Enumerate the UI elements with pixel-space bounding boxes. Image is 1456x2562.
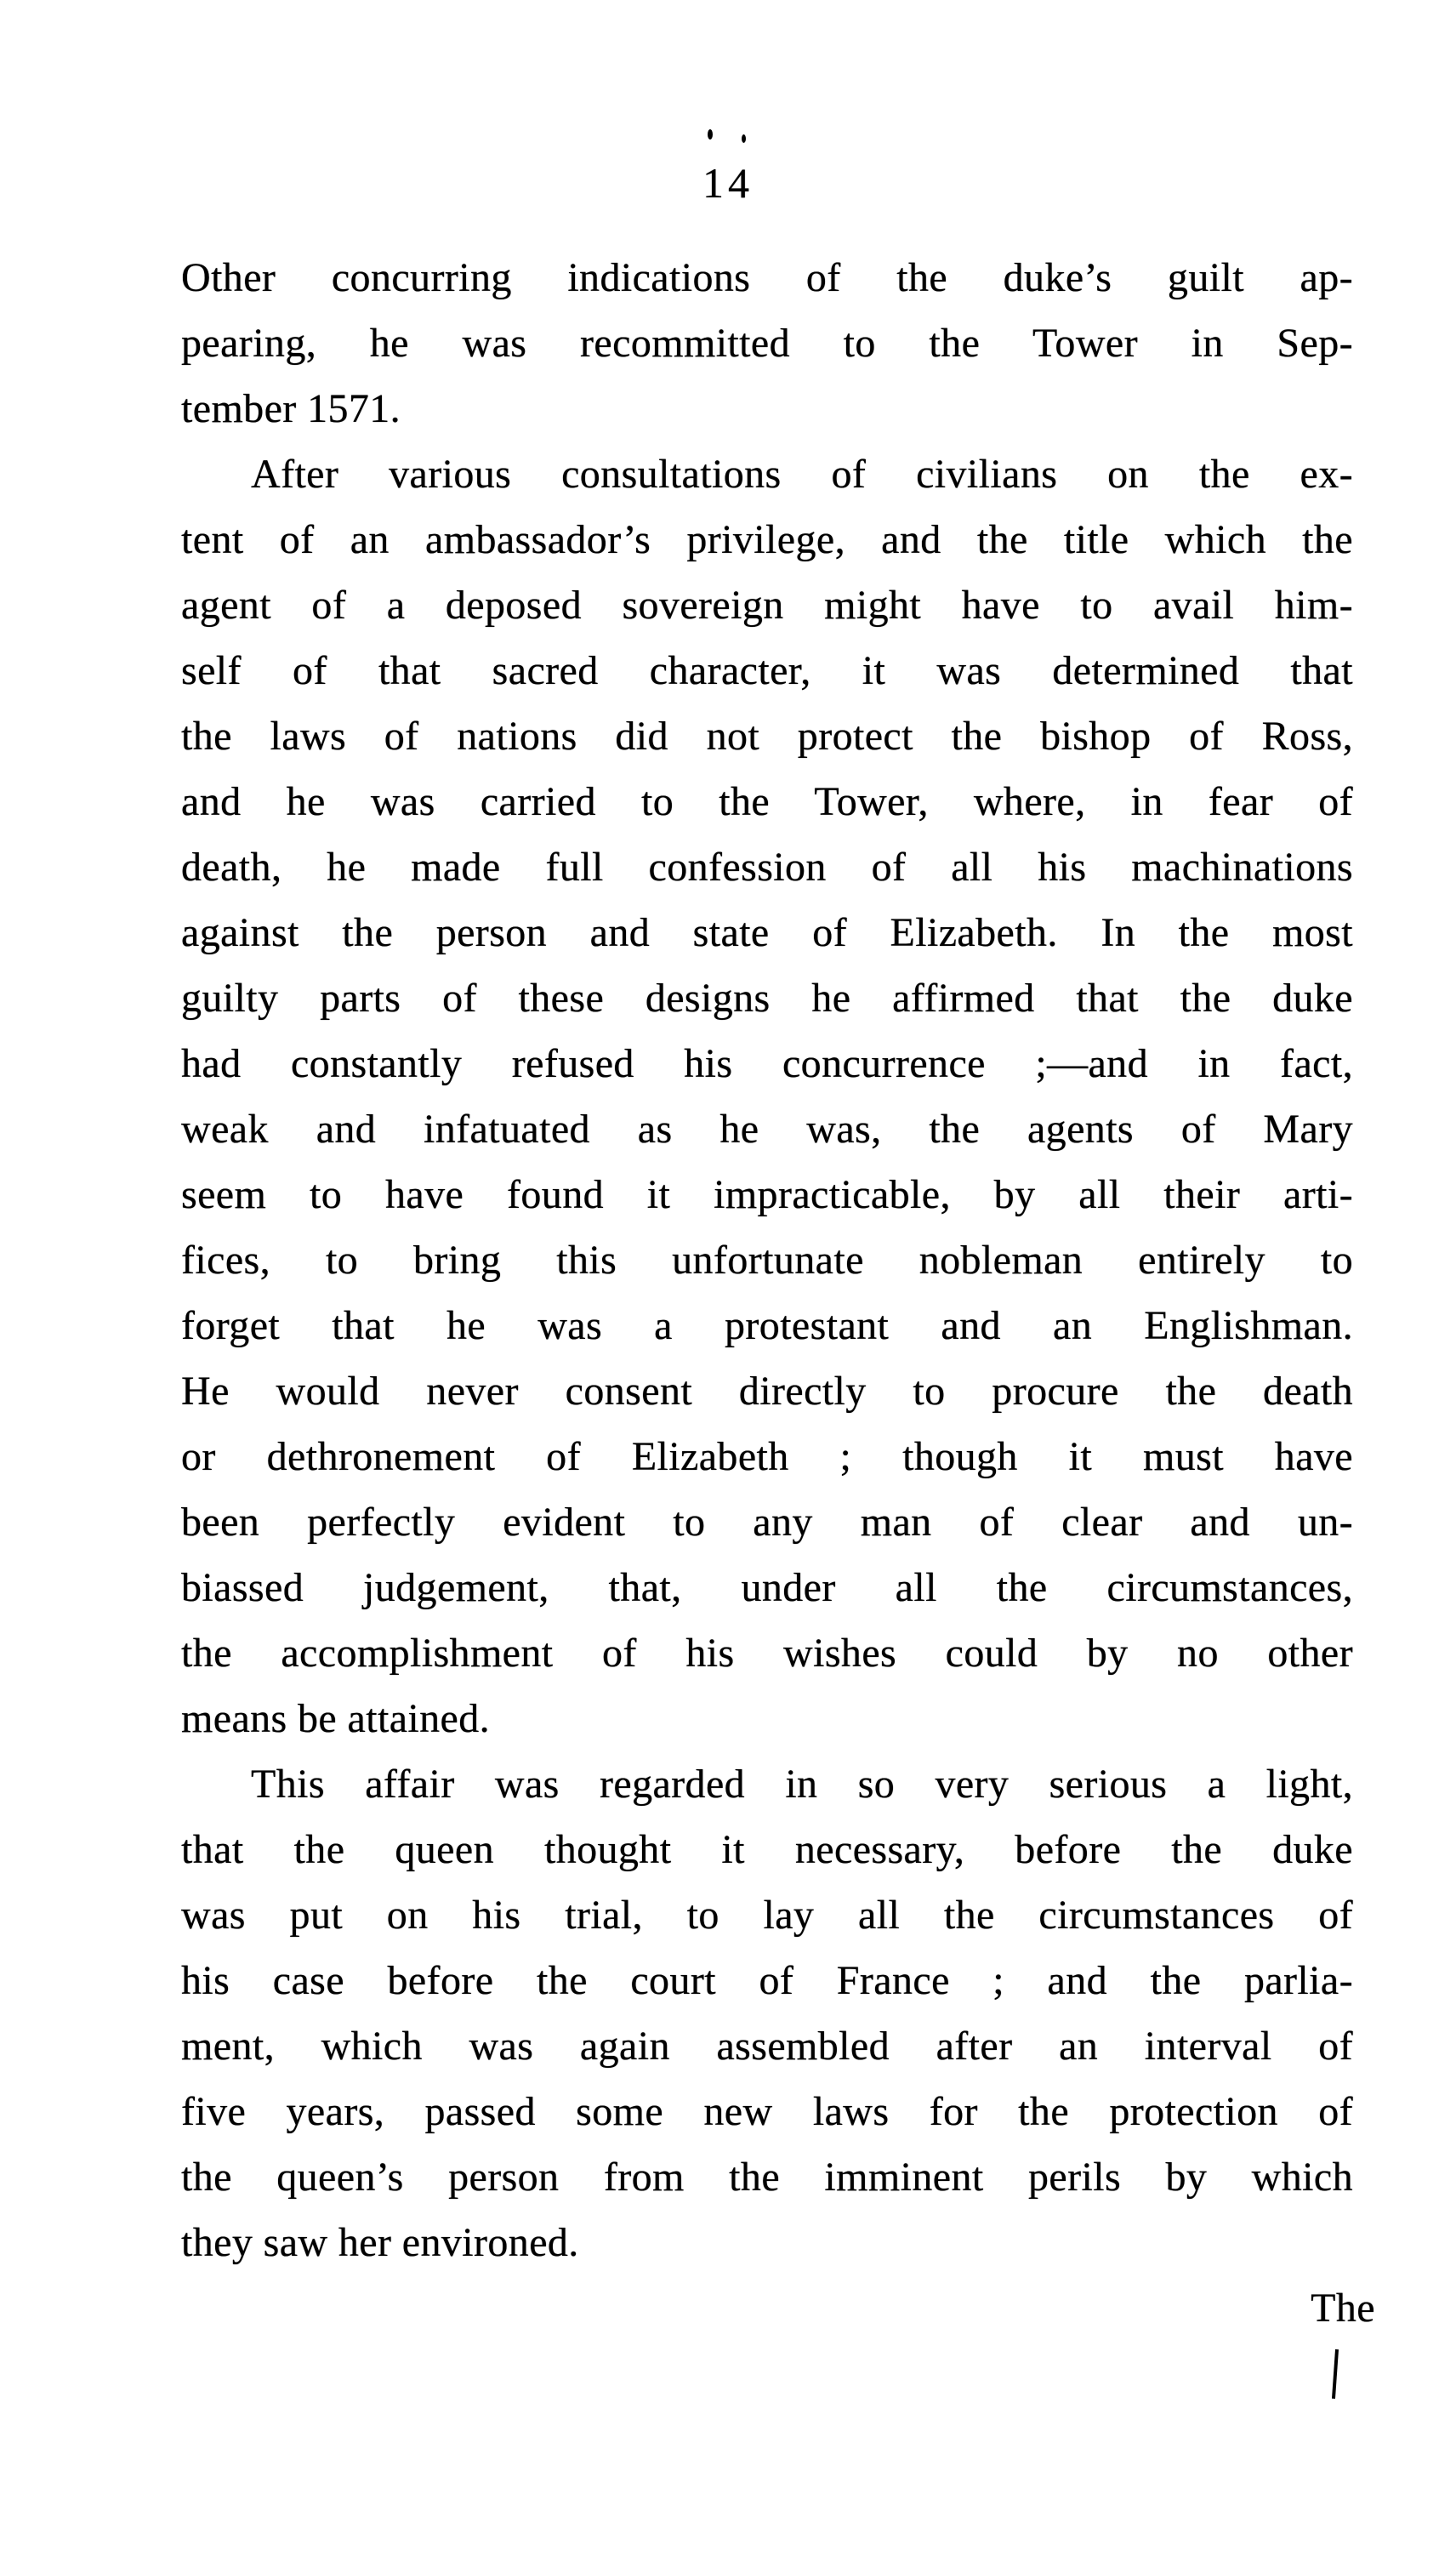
text-line: his case before the court of France ; and the parlia- — [181, 1958, 1353, 2003]
ink-speck — [742, 134, 746, 143]
text-line: death, he made full confession of all his machinations — [181, 845, 1353, 890]
text-line: the queen’s person from the imminent perils by which — [181, 2155, 1353, 2200]
text-line: biassed judgement, that, under all the circumstances, — [181, 1565, 1353, 1610]
text-line: five years, passed some new laws for the protection of — [181, 2089, 1353, 2134]
text-line: had constantly refused his concurrence ;—and in fact, — [181, 1041, 1353, 1086]
text-line: ment, which was again assembled after an interval of — [181, 2024, 1353, 2069]
text-line: seem to have found it impracticable, by all their arti- — [181, 1172, 1353, 1217]
ink-speck — [708, 129, 713, 139]
page-number: 14 — [702, 159, 754, 207]
text-line: This affair was regarded in so very serious a light, — [251, 1762, 1353, 1807]
text-line: the accomplishment of his wishes could by no other — [181, 1631, 1353, 1676]
text-line: guilty parts of these designs he affirmed that the duke — [181, 976, 1353, 1021]
text-line: tent of an ambassador’s privilege, and the title which the — [181, 517, 1353, 562]
text-line: self of that sacred character, it was determined that — [181, 648, 1353, 693]
text-line: they saw her environed. — [181, 2220, 579, 2265]
scan-artifact-stroke — [1332, 2349, 1339, 2399]
text-line: After various consultations of civilians on the ex- — [251, 452, 1353, 497]
text-line: tember 1571. — [181, 386, 401, 431]
text-line: or dethronement of Elizabeth ; though it must have — [181, 1434, 1353, 1479]
text-line: forget that he was a protestant and an Englishman. — [181, 1303, 1353, 1348]
text-line: was put on his trial, to lay all the circumstances of — [181, 1893, 1353, 1938]
text-line: pearing, he was recommitted to the Tower in Sep- — [181, 321, 1353, 366]
text-line: fices, to bring this unfortunate nobleman entirely to — [181, 1238, 1353, 1283]
text-line: He would never consent directly to procure the death — [181, 1369, 1353, 1414]
text-line: the laws of nations did not protect the bishop of Ross, — [181, 714, 1353, 759]
text-line: against the person and state of Elizabeth. In the most — [181, 910, 1353, 955]
text-line: and he was carried to the Tower, where, in fear of — [181, 779, 1353, 824]
catchword: The — [1311, 2286, 1375, 2331]
text-line: agent of a deposed sovereign might have to avail him- — [181, 583, 1353, 628]
text-line: Other concurring indications of the duke’s guilt ap- — [181, 255, 1353, 300]
text-line: been perfectly evident to any man of clear and un- — [181, 1500, 1353, 1545]
text-line: means be attained. — [181, 1696, 491, 1741]
body-text-block — [181, 245, 1353, 2275]
text-line: that the queen thought it necessary, before the duke — [181, 1827, 1353, 1872]
text-line: weak and infatuated as he was, the agents of Mary — [181, 1107, 1353, 1152]
